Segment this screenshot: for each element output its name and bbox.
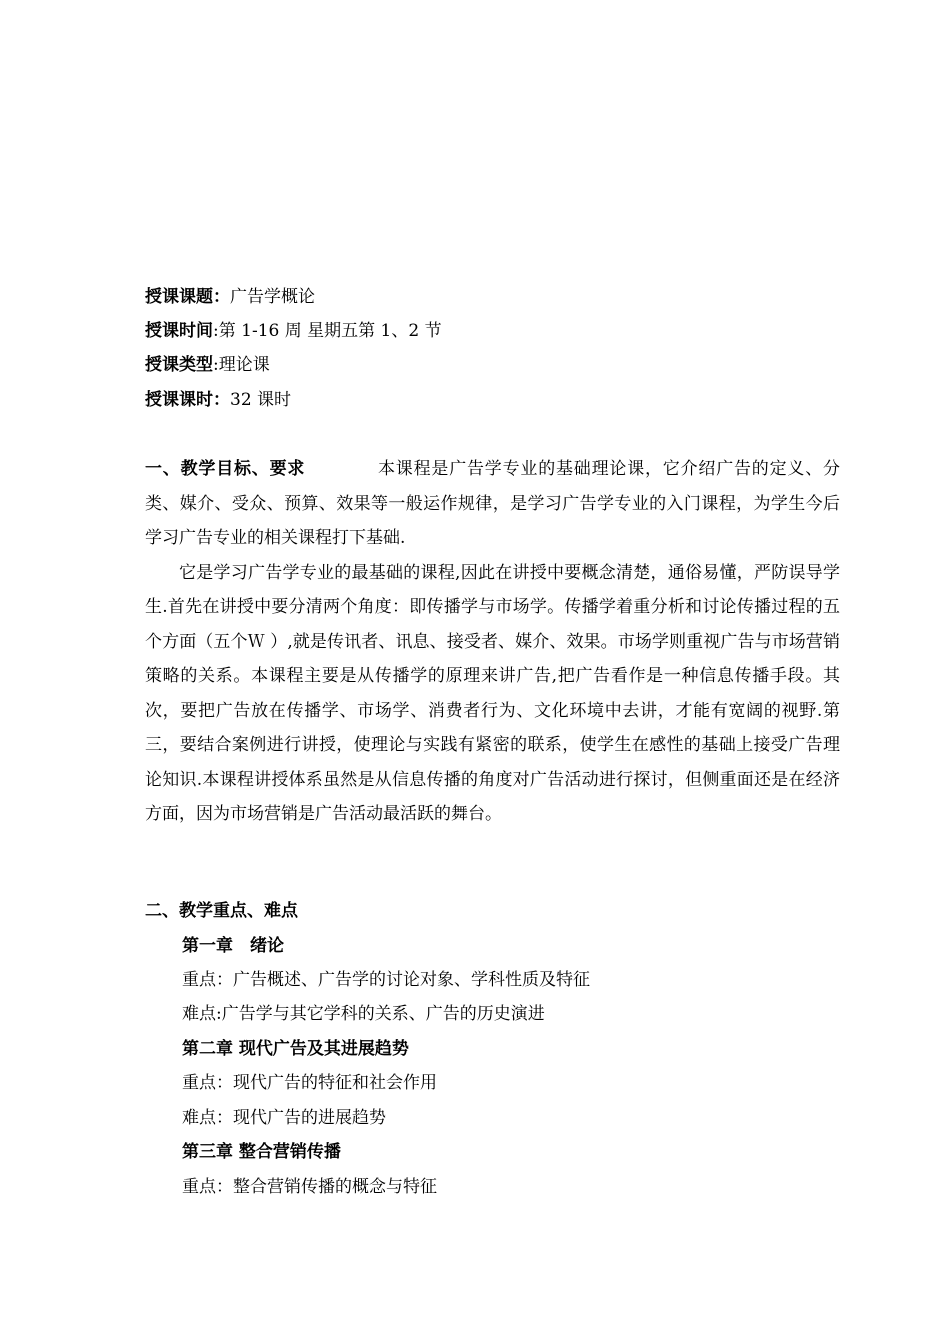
chapter-1-key-point: 重点：广告概述、广告学的讨论对象、学科性质及特征 xyxy=(182,970,590,990)
course-time-value: :第 1-16 周 星期五第 1、2 节 xyxy=(213,321,442,341)
chapter-2-difficulty: 难点：现代广告的进展趋势 xyxy=(182,1108,386,1128)
objectives-intro-paragraph xyxy=(145,452,840,556)
course-time-line xyxy=(145,319,442,343)
course-time-label: 授课时间 xyxy=(145,321,213,341)
objectives-heading: 一、教学目标、要求 xyxy=(145,459,306,479)
objectives-paragraph-2: 它是学习广告学专业的最基础的课程,因此在讲授中要概念清楚，通俗易懂，严防误导学生.首先在讲授中要分清两个角度：即传播学与市场学。传播学着重分析和讨论传播过程的五个方面（五个Ｗ ）,就是传讯者、讯息、接受者、媒介、效果。市场学则重视广告与市场营销策略的关系。本课程主要是从传播学的原理来讲广告,把广告看作是一种信息传播手段。其次，要把广告放在传播学、市场学、消费者行为、文化环境中去讲，才能有宽阔的视野.第三，要结合案例进行讲授，使理论与实践有紧密的联系，使学生在感性的基础上接受广告理论知识.本课程讲授体系虽然是从信息传播的角度对广告活动进行探讨，但侧重面还是在经济方面，因为市场营销是广告活动最活跃的舞台。 xyxy=(145,562,840,824)
chapter-3-key-point: 重点：整合营销传播的概念与特征 xyxy=(182,1177,437,1197)
course-topic-line xyxy=(145,285,315,309)
chapter-1-title: 第一章 绪论 xyxy=(182,936,284,956)
chapter-2-title: 第二章 现代广告及其进展趋势 xyxy=(182,1039,409,1059)
chapter-2-key-point: 重点：现代广告的特征和社会作用 xyxy=(182,1073,437,1093)
course-type-line xyxy=(145,353,270,377)
section-objectives xyxy=(145,452,840,832)
chapter-3-title: 第三章 整合营销传播 xyxy=(182,1142,341,1162)
course-hours-value: 32 课时 xyxy=(230,390,292,410)
key-points-heading: 二、教学重点、难点 xyxy=(145,901,298,921)
course-hours-line xyxy=(145,388,291,412)
course-topic-value: 广告学概论 xyxy=(230,287,315,307)
course-type-value: :理论课 xyxy=(213,355,270,375)
chapter-1-difficulty: 难点:广告学与其它学科的关系、广告的历史演进 xyxy=(182,1004,545,1024)
course-topic-label: 授课课题： xyxy=(145,287,230,307)
objectives-intro-text: 本课程是广告学专业的基础理论课，它介绍广告的定义、分类、媒介、受众、预算、效果等一般运作规律，是学习广告学专业的入门课程，为学生今后学习广告专业的相关课程打下基础. xyxy=(145,459,841,548)
course-hours-label: 授课课时： xyxy=(145,390,230,410)
course-type-label: 授课类型 xyxy=(145,355,213,375)
